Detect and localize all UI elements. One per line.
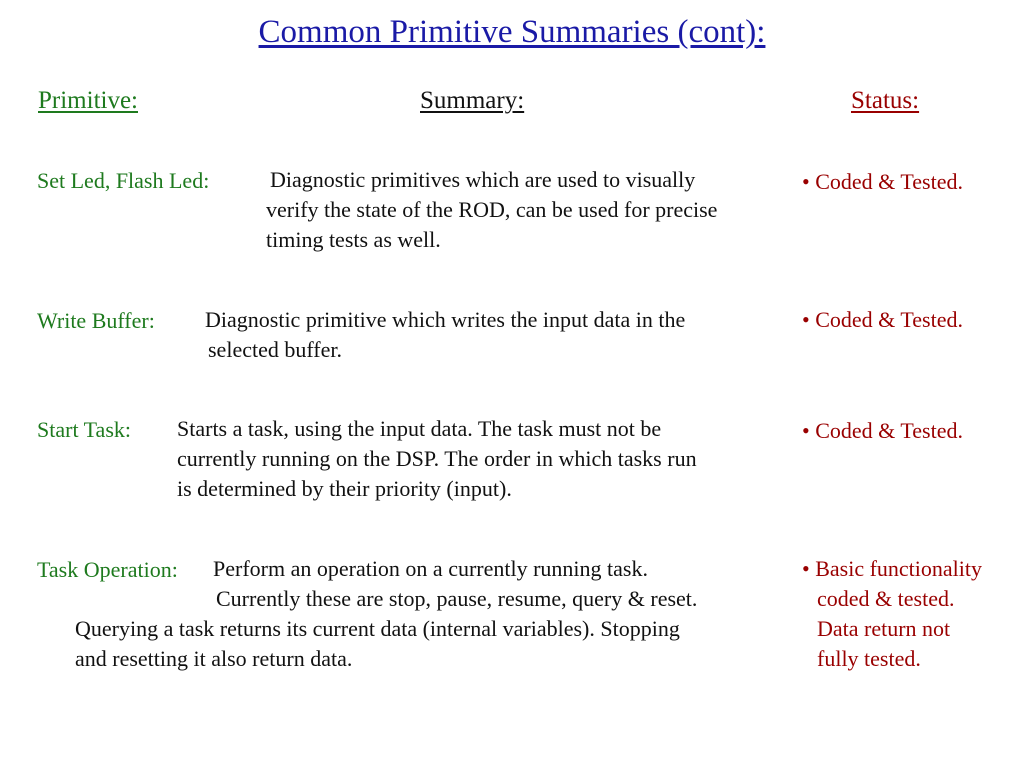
summary-line: currently running on the DSP. The order in which tasks run [177,446,697,471]
summary-line: is determined by their priority (input). [177,476,512,501]
status-text: • Coded & Tested. [802,418,963,443]
status-text: Data return not [817,616,951,641]
summary-line: Querying a task returns its current data (internal variables). Stopping [75,616,680,641]
summary-line: selected buffer. [208,337,342,362]
page-title: Common Primitive Summaries (cont): [258,14,766,50]
summary-line: Perform an operation on a currently running task. [213,556,648,581]
summary-line: Currently these are stop, pause, resume, query & reset. [216,586,698,611]
status-text: • Basic functionality [802,556,982,581]
status-text: coded & tested. [817,586,955,611]
summary-line: Starts a task, using the input data. The task must not be [177,416,662,441]
status-text: fully tested. [817,646,921,671]
summary-line: Diagnostic primitive which writes the input data in the [205,307,686,332]
header-status: Status: [851,87,920,114]
primitive-name-start-task: Start Task: [37,417,131,442]
header-summary: Summary: [420,87,525,114]
summary-line: timing tests as well. [266,227,441,252]
status-text: • Coded & Tested. [802,169,963,194]
summary-line: and resetting it also return data. [75,646,353,671]
status-text: • Coded & Tested. [802,307,963,332]
summary-line: Diagnostic primitives which are used to visually [270,167,696,192]
primitive-name-set-led: Set Led, Flash Led: [37,168,210,193]
primitive-name-write-buffer: Write Buffer: [37,308,155,333]
summary-line: verify the state of the ROD, can be used for precise [266,197,718,222]
primitive-name-task-operation: Task Operation: [37,557,178,582]
header-primitive: Primitive: [38,87,138,114]
